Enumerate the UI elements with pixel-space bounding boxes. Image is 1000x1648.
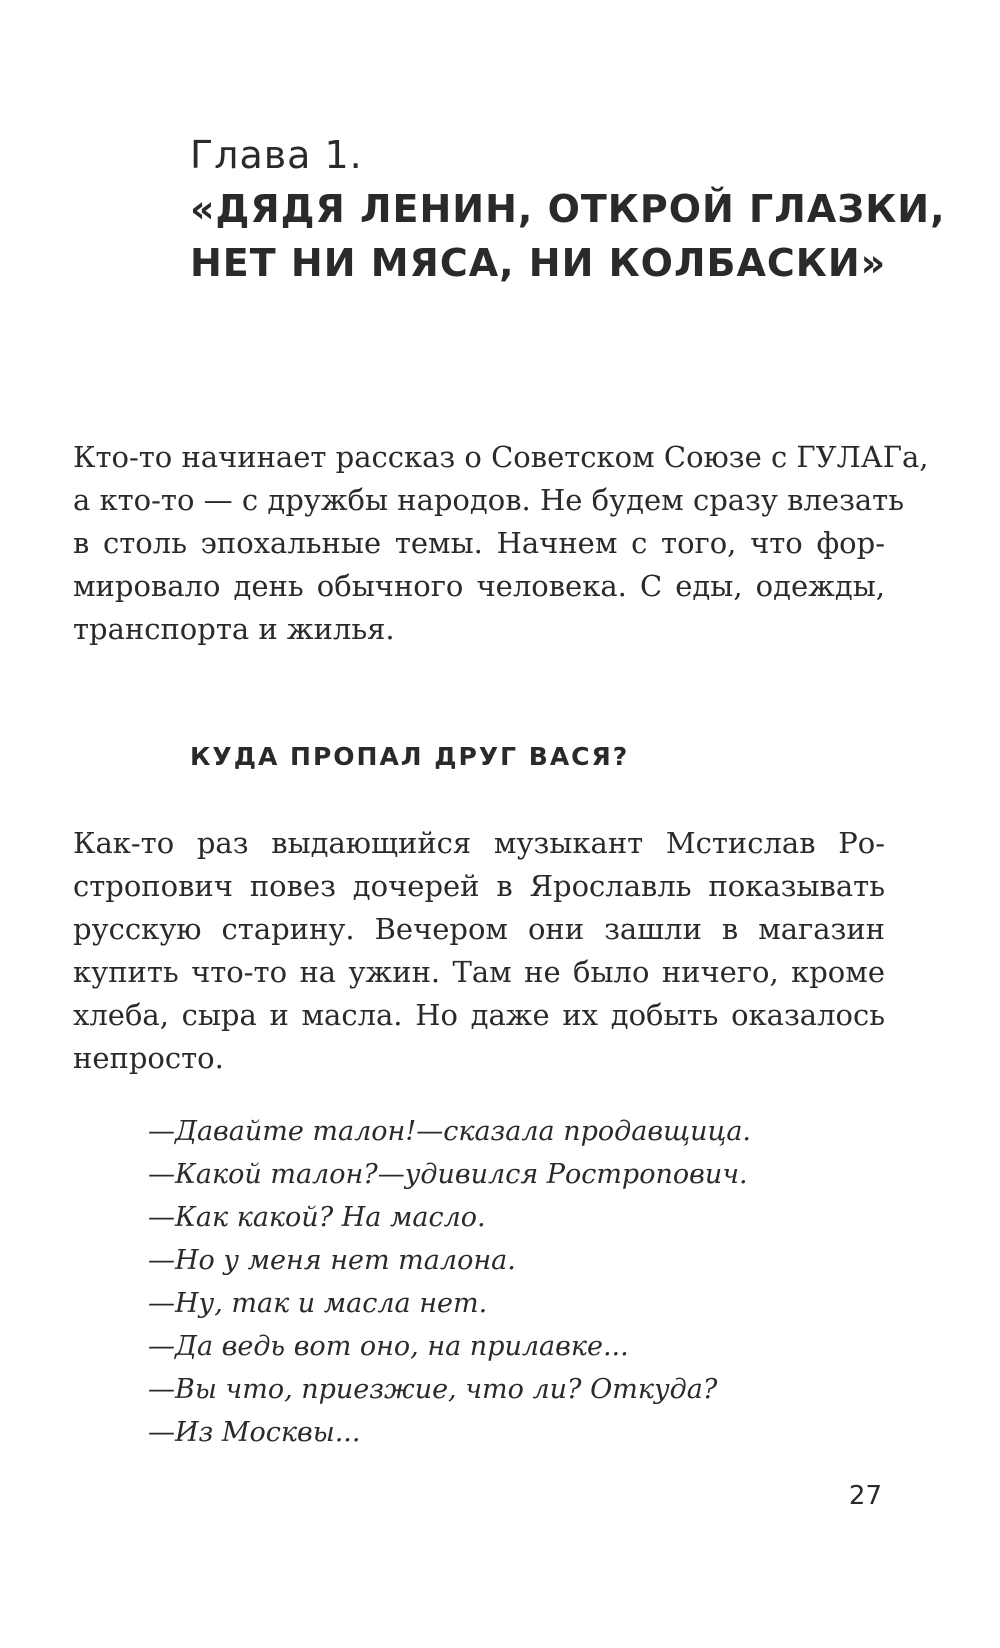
intro-line: Кто-то начинает рассказ о Советском Союзе с ГУЛАГа, xyxy=(73,440,929,474)
intro-line: а кто-то — с дружбы народов. Не будем сразу влезать xyxy=(73,483,905,517)
intro-line: в столь эпохальные темы. Начнем с того, что фор- xyxy=(73,526,885,560)
chapter-title-line: «ДЯДЯ ЛЕНИН, ОТКРОЙ ГЛАЗКИ, xyxy=(190,187,946,231)
dialogue-line: —Как какой? На масло. xyxy=(148,1202,486,1233)
body-line: непросто. xyxy=(73,1041,224,1075)
body-line: русскую старину. Вечером они зашли в магазин xyxy=(73,912,885,946)
dialogue-line: —Из Москвы... xyxy=(148,1417,361,1448)
body-line: купить что-то на ужин. Там не было ничего, кроме xyxy=(73,955,885,989)
body-line: Как-то раз выдающийся музыкант Мстислав Ро- xyxy=(73,826,885,860)
chapter-number: Глава 1. xyxy=(190,133,363,177)
intro-paragraph xyxy=(73,436,929,651)
chapter-heading xyxy=(190,128,950,290)
dialogue-block xyxy=(148,1110,908,1454)
body-paragraph xyxy=(73,822,885,1080)
intro-line: транспорта и жилья. xyxy=(73,612,395,646)
dialogue-line: —Давайте талон!—сказала продавщица. xyxy=(148,1116,752,1147)
dialogue-line: —Но у меня нет талона. xyxy=(148,1245,516,1276)
dialogue-line: —Ну, так и масла нет. xyxy=(148,1288,488,1319)
dialogue-line: —Вы что, приезжие, что ли? Откуда? xyxy=(148,1374,718,1405)
page-number: 27 xyxy=(848,1481,882,1511)
body-line: стропович повез дочерей в Ярославль показывать xyxy=(73,869,885,903)
body-line: хлеба, сыра и масла. Но даже их добыть оказалось xyxy=(73,998,885,1032)
section-heading: КУДА ПРОПАЛ ДРУГ ВАСЯ? xyxy=(190,742,630,771)
dialogue-line: —Да ведь вот оно, на прилавке... xyxy=(148,1331,629,1362)
dialogue-line: —Какой талон?—удивился Ростропович. xyxy=(148,1159,748,1190)
chapter-title-line: НЕТ НИ МЯСА, НИ КОЛБАСКИ» xyxy=(190,241,887,285)
intro-line: мировало день обычного человека. С еды, одежды, xyxy=(73,569,885,603)
